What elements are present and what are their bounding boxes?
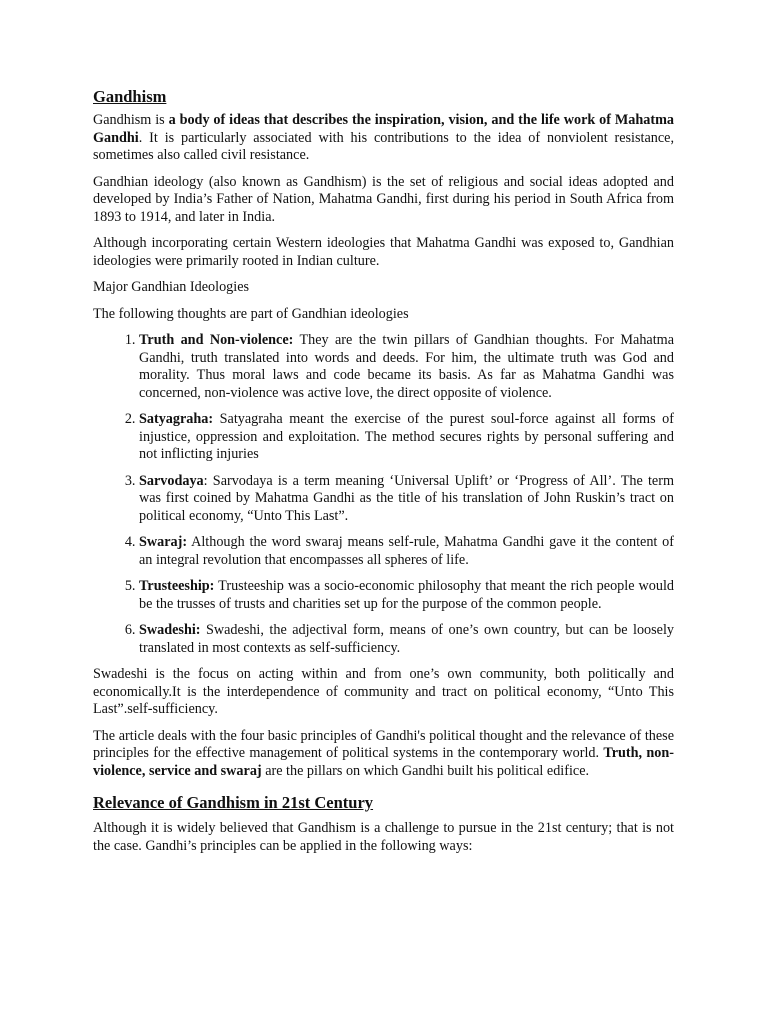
list-item [139,622,674,657]
list-item [139,473,674,526]
list-item-term: Truth and Non-violence: [139,332,294,348]
article-text-post: are the pillars on which Gandhi built his political edifice. [261,762,590,779]
list-item-text: Swadeshi, the adjectival form, means of one’s own country, but can be loosely translated in most contexts as self-sufficiency. [139,622,674,656]
list-item-term: Satyagraha: [139,411,214,427]
relevance-paragraph: Although it is widely believed that Gandhism is a challenge to pursue in the 21st century; that is not the case. Gandhi’s principles can be applied in the following ways: [93,820,674,854]
list-item [139,578,674,613]
western-paragraph: Although incorporating certain Western ideologies that Mahatma Gandhi was exposed to, Gandhian ideologies were primarily rooted in Indian culture. [93,235,674,269]
list-item-text: Trusteeship was a socio-economic philosophy that meant the rich people would be the trusses of trusts and charities set up for the purpose of the common people. [139,578,674,612]
intro-text-bold: a body of ideas that describes the inspiration, vision, and the life work of Mahatma Gandhi [93,112,674,146]
article-text-bold: Truth, non-violence, service and swaraj [93,745,674,779]
list-item [139,332,674,402]
list-item-text: Satyagraha meant the exercise of the purest soul-force against all forms of injustice, oppression and exploitation. The method secures rights by personal suffering and not inflicting injuries [139,411,674,462]
list-item [139,411,674,464]
list-item [139,534,674,569]
subheading-major-ideologies: Major Gandhian Ideologies [93,279,250,295]
list-item-term: Swaraj: [139,534,188,550]
section-heading: Relevance of Gandhism in 21st Century [93,793,374,812]
list-item-text: Although the word swaraj means self-rule, Mahatma Gandhi gave it the content of an integral revolution that encompasses all spheres of life. [139,534,674,568]
intro-paragraph [93,112,674,165]
list-item-term: Swadeshi: [139,622,201,638]
document-page [93,86,674,864]
intro-text-pre: Gandhism is [93,112,169,128]
page-title: Gandhism [93,87,167,106]
intro-text-post: . It is particularly associated with his contributions to the idea of nonviolent resistance, sometimes also called civil resistance. [93,129,674,163]
list-item-text: : Sarvodaya is a term meaning ‘Universal Uplift’ or ‘Progress of All’. The term was first coined by Mahatma Gandhi as the title of his translation of John Ruskin’s tract on political economy, “Unto This Last”. [139,472,674,524]
list-item-text: They are the twin pillars of Gandhian thoughts. For Mahatma Gandhi, truth translated into words and deeds. For him, the ultimate truth was God and morality. Thus moral laws and code became its basis. As far as Mahatma Gandhi was concerned, non-violence was active love, the direct opposite of violence. [139,332,674,401]
ideologies-list [93,332,674,657]
article-text-pre: The article deals with the four basic principles of Gandhi's political thought and the relevance of these principles for the effective management of political systems in the contemporary world. [93,727,674,761]
ideology-paragraph: Gandhian ideology (also known as Gandhism) is the set of religious and social ideas adopted and developed by India’s Father of Nation, Mahatma Gandhi, first during his period in South Africa from 1893 to 1914, and later in India. [93,173,674,225]
list-item-term: Sarvodaya [139,472,204,489]
swadeshi-paragraph: Swadeshi is the focus on acting within and from one’s own community, both politically and economically.It is the interdependence of community and tract on political economy, “Unto This Last”.self-sufficiency. [93,666,674,717]
list-item-term: Trusteeship: [139,578,215,594]
list-intro: The following thoughts are part of Gandhian ideologies [93,305,409,322]
article-paragraph [93,728,674,781]
